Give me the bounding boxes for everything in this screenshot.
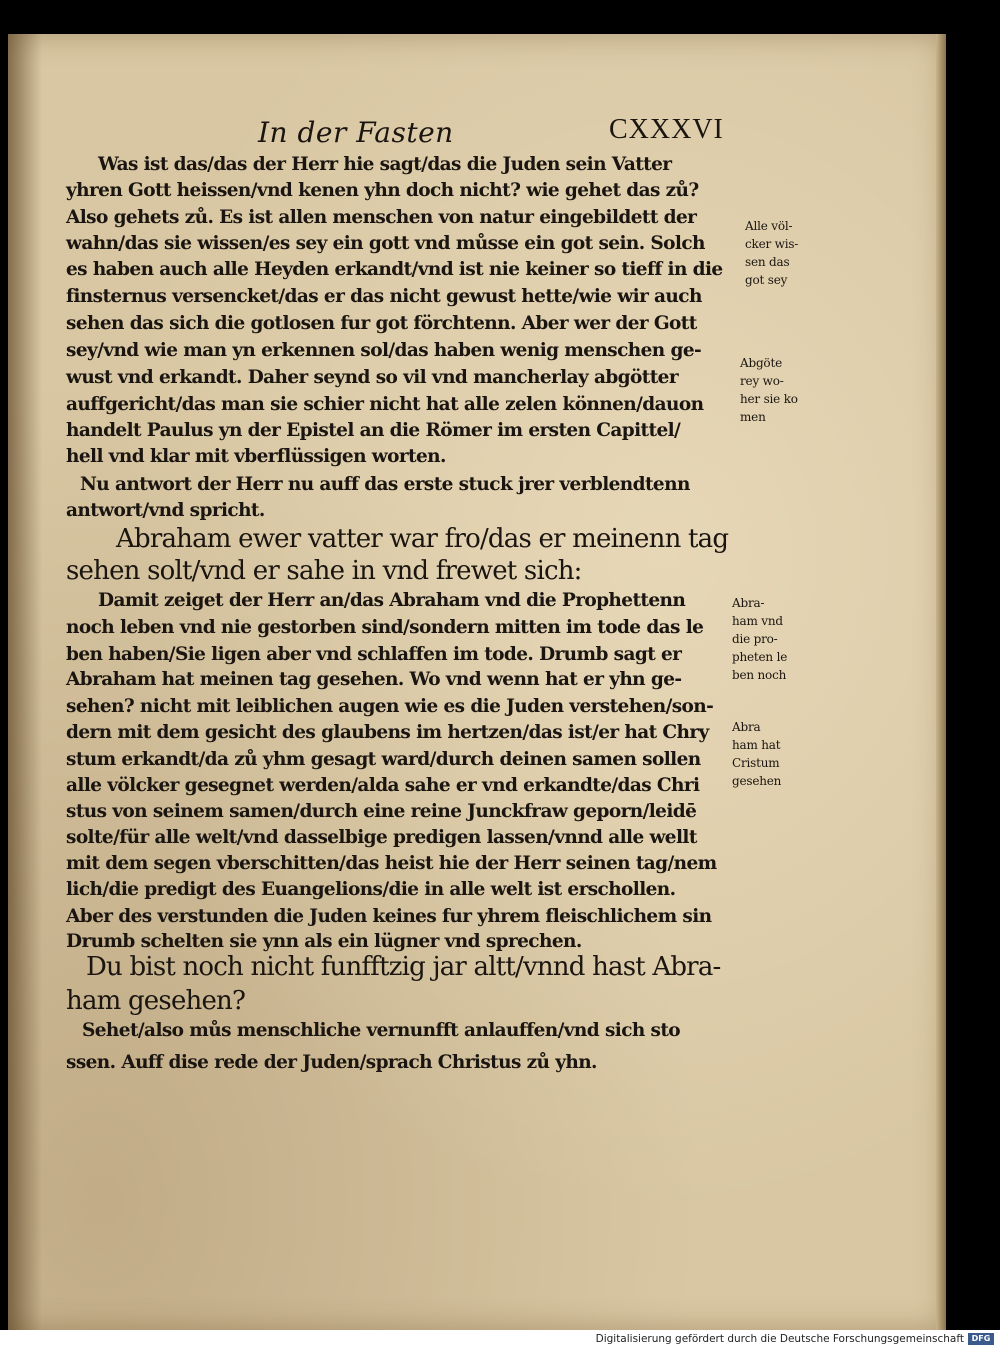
text-line: handelt Paulus yn der Epistel an die Römer im ersten Capittel/ <box>66 420 681 441</box>
marginal-note-line: ham vnd <box>732 614 783 628</box>
marginal-note-line: die pro- <box>732 632 778 646</box>
dfg-logo: DFG <box>968 1333 994 1345</box>
text-line: solte/für alle welt/vnd dasselbige predigen lassen/vnnd alle wellt <box>66 827 697 848</box>
marginal-note <box>732 594 787 684</box>
text-line: auffgericht/das man sie schier nicht hat alle zelen können/dauon <box>66 394 704 415</box>
page-edge <box>936 34 946 1330</box>
text-line: stus von seinem samen/durch eine reine Junckfraw geporn/leidē <box>66 801 697 822</box>
scripture-line: Abraham ewer vatter war fro/das er meinenn tag <box>116 524 729 554</box>
marginal-note-line: her sie ko <box>740 392 798 406</box>
text-line: es haben auch alle Heyden erkandt/vnd ist nie keiner so tieff in die <box>66 259 723 280</box>
text-line: sehen das sich die gotlosen fur got förchtenn. Aber wer der Gott <box>66 313 697 334</box>
marginal-note-line: cker wis- <box>745 237 799 251</box>
text-line: Drumb schelten sie ynn als ein lügner vnd sprechen. <box>66 931 582 952</box>
text-line: antwort/vnd spricht. <box>66 500 265 521</box>
text-line: dern mit dem gesicht des glaubens im hertzen/das ist/er hat Chry <box>66 722 709 743</box>
marginal-note-line: sen das <box>745 255 790 269</box>
text-line: lich/die predigt des Euangelions/die in alle welt ist erschollen. <box>66 879 676 900</box>
text-line: ssen. Auff dise rede der Juden/sprach Christus zů yhn. <box>66 1052 597 1073</box>
marginal-note-line: got sey <box>745 273 788 287</box>
text-line: alle völcker gesegnet werden/alda sahe er vnd erkandte/das Chri <box>66 775 700 796</box>
text-line: yhren Gott heissen/vnd kenen yhn doch nicht? wie gehet das zů? <box>66 180 699 201</box>
marginal-note-line: Abra- <box>732 596 765 610</box>
scripture-line: Du bist noch nicht funfftzig jar altt/vnnd hast Abra- <box>86 952 721 982</box>
marginal-note-line: Alle völ- <box>745 219 793 233</box>
scripture-line: ham gesehen? <box>66 986 246 1016</box>
marginal-note-line: Abgöte <box>740 356 782 370</box>
text-line: mit dem segen vberschitten/das heist hie der Herr seinen tag/nem <box>66 853 717 874</box>
text-line: noch leben vnd nie gestorben sind/sondern mitten im tode das le <box>66 617 704 638</box>
scripture-line: sehen solt/vnd er sahe in vnd frewet sich: <box>66 556 582 586</box>
text-line: Aber des verstunden die Juden keines fur yhrem fleischlichem sin <box>66 906 712 927</box>
text-line: sehen? nicht mit leiblichen augen wie es die Juden verstehen/son- <box>66 696 714 717</box>
text-line: finsternus versencket/das er das nicht gewust hette/wie wir auch <box>66 286 702 307</box>
running-head: In der Fasten <box>258 116 454 149</box>
marginal-note <box>745 217 798 289</box>
marginal-note <box>740 354 798 426</box>
page-gutter-shadow <box>8 34 42 1330</box>
marginal-note-line: gesehen <box>732 774 782 788</box>
marginal-note-line: pheten le <box>732 650 788 664</box>
marginal-note-line: Abra <box>732 720 761 734</box>
marginal-note-line: ham hat <box>732 738 781 752</box>
text-line: Abraham hat meinen tag gesehen. Wo vnd wenn hat er yhn ge- <box>66 669 682 690</box>
text-line: Sehet/also můs menschliche vernunfft anlauffen/vnd sich sto <box>82 1020 681 1041</box>
text-line: Also gehets zů. Es ist allen menschen von natur eingebildett der <box>66 207 697 228</box>
marginal-note <box>732 718 781 790</box>
text-line: sey/vnd wie man yn erkennen sol/das haben wenig menschen ge- <box>66 340 702 361</box>
folio-number: CXXXVI <box>609 114 724 145</box>
text-line: stum erkandt/da zů yhm gesagt ward/durch deinen samen sollen <box>66 749 701 770</box>
text-line: ben haben/Sie ligen aber vnd schlaffen im tode. Drumb sagt er <box>66 644 682 665</box>
text-line: Damit zeiget der Herr an/das Abraham vnd die Prophettenn <box>98 590 686 611</box>
text-line: hell vnd klar mit vberflüssigen worten. <box>66 446 446 467</box>
marginal-note-line: Cristum <box>732 756 780 770</box>
text-line: Was ist das/das der Herr hie sagt/das die Juden sein Vatter <box>98 154 672 175</box>
text-line: wust vnd erkandt. Daher seynd so vil vnd mancherlay abgötter <box>66 367 678 388</box>
text-line: wahn/das sie wissen/es sey ein gott vnd můsse ein got sein. Solch <box>66 233 705 254</box>
digitization-credit: Digitalisierung gefördert durch die Deutsche Forschungsgemeinschaft <box>595 1333 964 1345</box>
marginal-note-line: rey wo- <box>740 374 784 388</box>
text-line: Nu antwort der Herr nu auff das erste stuck jrer verblendtenn <box>80 474 690 495</box>
marginal-note-line: men <box>740 410 766 424</box>
marginal-note-line: ben noch <box>732 668 787 682</box>
